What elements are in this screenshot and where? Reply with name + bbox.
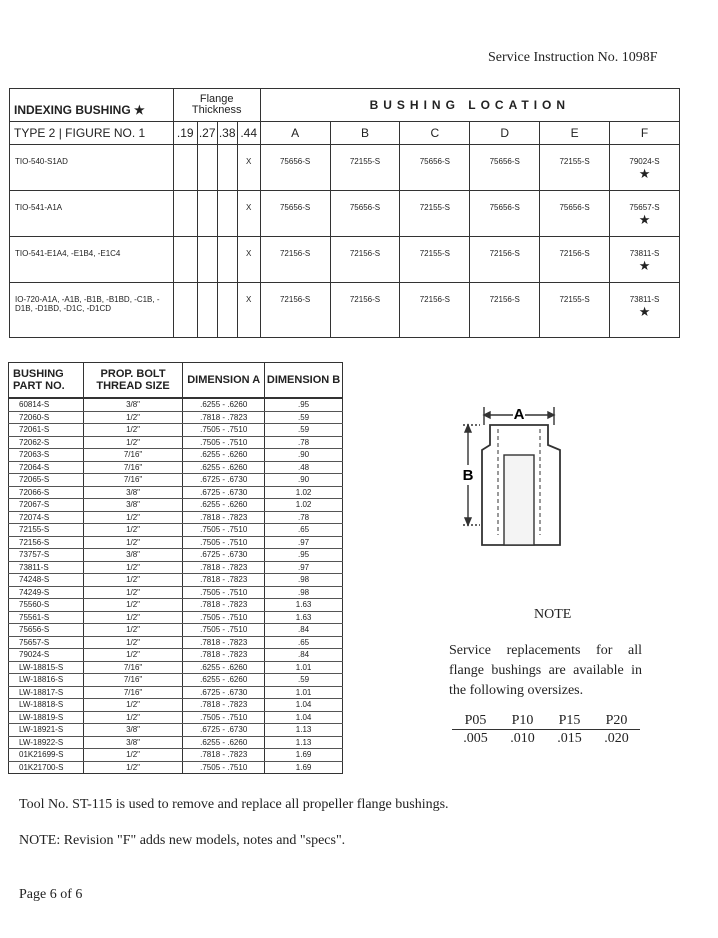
location-cell: [400, 237, 470, 283]
dimension-a-cell: .7505 - .7510: [183, 524, 265, 537]
dimension-a-cell: .7505 - .7510: [183, 761, 265, 774]
dimension-b-header: DIMENSION B: [265, 363, 343, 399]
location-header: E: [540, 122, 610, 145]
part-number: 72155-S: [559, 157, 590, 166]
location-cell: [610, 237, 680, 283]
dimension-b-cell: .97: [265, 536, 343, 549]
thickness-x-cell: X: [237, 145, 260, 191]
thread-size-cell: 1/2": [83, 524, 182, 537]
location-cell: [470, 237, 540, 283]
thickness-x-cell: X: [237, 283, 260, 338]
dimension-b-cell: 1.02: [265, 486, 343, 499]
table-row: [10, 237, 680, 283]
oversize-label: P15: [546, 712, 593, 730]
part-number: 72155-S: [349, 157, 381, 166]
dimension-a-cell: .6725 - .6730: [183, 724, 265, 737]
page-number: Page 6 of 6: [19, 887, 83, 902]
location-cell: [400, 283, 470, 338]
location-cell: [400, 145, 470, 191]
oversize-value: .005: [463, 730, 488, 746]
table-row: [10, 191, 680, 237]
dimension-a-cell: .7818 - .7823: [183, 574, 265, 587]
dimension-a-cell: .7818 - .7823: [183, 636, 265, 649]
part-number: 75656-S: [489, 157, 520, 166]
thread-size-cell: 1/2": [83, 536, 182, 549]
dimension-b-cell: 1.01: [265, 686, 343, 699]
dimension-a-cell: .7818 - .7823: [183, 511, 265, 524]
dimension-a-cell: .6725 - .6730: [183, 686, 265, 699]
dimension-a-cell: .6255 - .6260: [183, 461, 265, 474]
dimension-a-cell: .7505 - .7510: [183, 711, 265, 724]
part-no-cell: 75560-S: [9, 599, 84, 612]
dimension-a-cell: .6725 - .6730: [183, 549, 265, 562]
thread-size-cell: 1/2": [83, 749, 182, 762]
table-row: [9, 486, 343, 499]
location-cell: [330, 191, 400, 237]
location-cell: [260, 191, 330, 237]
note-title: NOTE: [534, 607, 572, 622]
dimension-b-cell: 1.63: [265, 611, 343, 624]
thread-size-cell: 1/2": [83, 574, 182, 587]
table-row: [9, 536, 343, 549]
location-cell: [260, 145, 330, 191]
location-cell: [260, 237, 330, 283]
table-row: [9, 661, 343, 674]
part-no-cell: 75656-S: [9, 624, 84, 637]
location-cell: [470, 191, 540, 237]
part-no-cell: 72065-S: [9, 474, 84, 487]
star-icon: ★: [638, 304, 651, 319]
dimension-a-cell: .6725 - .6730: [183, 474, 265, 487]
oversize-table: [452, 712, 640, 747]
part-no-header: BUSHING PART NO.: [9, 363, 84, 399]
part-no-cell: LW-18817-S: [9, 686, 84, 699]
thread-size-cell: 1/2": [83, 699, 182, 712]
part-no-cell: LW-18819-S: [9, 711, 84, 724]
thread-size-cell: 1/2": [83, 761, 182, 774]
dimension-a-cell: .6255 - .6260: [183, 661, 265, 674]
part-no-cell: 72063-S: [9, 449, 84, 462]
table-row: [9, 449, 343, 462]
part-number: 75657-S: [629, 203, 660, 212]
thread-size-cell: 3/8": [83, 499, 182, 512]
dimension-a-cell: .7505 - .7510: [183, 424, 265, 437]
part-no-cell: 72061-S: [9, 424, 84, 437]
dimension-a-cell: .7818 - .7823: [183, 599, 265, 612]
dimension-b-cell: .59: [265, 411, 343, 424]
dimension-a-cell: .6255 - .6260: [183, 449, 265, 462]
oversize-label: P05: [452, 712, 499, 730]
location-cell: [540, 145, 610, 191]
table-row: [9, 749, 343, 762]
table-row: [9, 611, 343, 624]
table-row: [9, 699, 343, 712]
location-header: B: [330, 122, 400, 145]
location-cell: [610, 145, 680, 191]
table-row: [9, 424, 343, 437]
dimension-a-cell: .7818 - .7823: [183, 699, 265, 712]
tool-note: Tool No. ST-115 is used to remove and replace all propeller flange bushings.: [19, 797, 449, 812]
thickness-header: .38: [217, 122, 237, 145]
figure-label: FIGURE NO. 1: [65, 126, 146, 140]
part-no-cell: 79024-S: [9, 649, 84, 662]
location-cell: [610, 191, 680, 237]
part-no-cell: 73811-S: [9, 561, 84, 574]
part-number: 72155-S: [419, 203, 450, 212]
table-row: [9, 599, 343, 612]
dimension-a-cell: .7818 - .7823: [183, 411, 265, 424]
table-row: [9, 736, 343, 749]
table-row: [9, 511, 343, 524]
part-no-cell: 75561-S: [9, 611, 84, 624]
part-number: 72155-S: [419, 249, 450, 258]
location-cell: [610, 283, 680, 338]
thread-size-cell: 1/2": [83, 561, 182, 574]
part-no-cell: 72066-S: [9, 486, 84, 499]
part-number: 72156-S: [279, 295, 311, 304]
thread-size-cell: 1/2": [83, 586, 182, 599]
dimension-b-cell: .65: [265, 636, 343, 649]
dimension-b-cell: .65: [265, 524, 343, 537]
dimension-a-cell: .6255 - .6260: [183, 736, 265, 749]
part-number: 75656-S: [419, 157, 450, 166]
dimension-a-label: A: [513, 406, 525, 423]
dimension-b-cell: 1.13: [265, 724, 343, 737]
part-number: 72156-S: [349, 249, 381, 258]
location-cell: [260, 283, 330, 338]
part-no-cell: 72074-S: [9, 511, 84, 524]
bushing-location-table: [9, 88, 680, 338]
table-row: [9, 724, 343, 737]
table-row: [10, 283, 680, 338]
part-number: 72156-S: [349, 295, 381, 304]
thread-size-cell: 7/16": [83, 474, 182, 487]
bushing-location-header: BUSHING LOCATION: [260, 89, 679, 122]
table-row: [9, 461, 343, 474]
thread-size-cell: 7/16": [83, 686, 182, 699]
location-header: D: [470, 122, 540, 145]
table-row: [9, 674, 343, 687]
oversize-label: P10: [499, 712, 546, 730]
flange-thickness-header: Flange Thickness: [173, 89, 260, 122]
thread-size-cell: 7/16": [83, 461, 182, 474]
thread-size-cell: 1/2": [83, 424, 182, 437]
thread-size-cell: 7/16": [83, 661, 182, 674]
star-icon: ★: [638, 258, 651, 273]
type-label: TYPE 2: [14, 126, 56, 140]
part-number: 72156-S: [419, 295, 450, 304]
location-header: A: [260, 122, 330, 145]
oversize-value: .020: [604, 730, 629, 746]
thread-size-cell: 1/2": [83, 599, 182, 612]
thread-size-cell: 1/2": [83, 711, 182, 724]
type-figure-label: TYPE 2 | FIGURE NO. 1: [10, 122, 174, 145]
dimension-a-cell: .7818 - .7823: [183, 749, 265, 762]
dimension-a-cell: .7505 - .7510: [183, 536, 265, 549]
location-cell: [330, 283, 400, 338]
model-cell: TIO-541-A1A: [10, 191, 174, 237]
dimension-b-cell: 1.04: [265, 711, 343, 724]
service-instruction-number: Service Instruction No. 1098F: [488, 50, 658, 65]
dimension-b-cell: .84: [265, 649, 343, 662]
dimension-a-cell: .6255 - .6260: [183, 398, 265, 411]
part-no-cell: LW-18815-S: [9, 661, 84, 674]
bushing-dimension-table: [8, 362, 343, 774]
table-row: [9, 649, 343, 662]
part-no-cell: 01K21699-S: [9, 749, 84, 762]
table-row: [9, 761, 343, 774]
table-row: [9, 474, 343, 487]
dimension-b-cell: .78: [265, 511, 343, 524]
dimension-b-cell: .97: [265, 561, 343, 574]
dimension-a-cell: .6725 - .6730: [183, 486, 265, 499]
location-cell: [400, 191, 470, 237]
thread-size-cell: 1/2": [83, 436, 182, 449]
thickness-cell: [217, 237, 237, 283]
dimension-b-cell: .98: [265, 586, 343, 599]
part-number: 72156-S: [559, 249, 590, 258]
thickness-cell: [173, 283, 197, 338]
table-row: [9, 624, 343, 637]
part-no-cell: 74249-S: [9, 586, 84, 599]
thread-size-cell: 7/16": [83, 449, 182, 462]
dimension-b-cell: 1.63: [265, 599, 343, 612]
part-number: 75656-S: [279, 203, 311, 212]
table-row: [9, 711, 343, 724]
location-cell: [330, 237, 400, 283]
oversize-value: .010: [510, 730, 535, 746]
dimension-b-cell: .59: [265, 424, 343, 437]
thickness-cell: [197, 283, 217, 338]
star-icon: ★: [638, 166, 651, 181]
thickness-cell: [197, 191, 217, 237]
thickness-x-cell: X: [237, 237, 260, 283]
bushing-diagram: [458, 405, 578, 555]
part-no-cell: 72060-S: [9, 411, 84, 424]
model-cell: TIO-540-S1AD: [10, 145, 174, 191]
table-row: [9, 524, 343, 537]
dimension-a-header: DIMENSION A: [183, 363, 265, 399]
part-number: 73811-S: [629, 295, 660, 304]
table-row: [9, 499, 343, 512]
part-no-cell: 72156-S: [9, 536, 84, 549]
part-no-cell: 73757-S: [9, 549, 84, 562]
dimension-a-cell: .7818 - .7823: [183, 561, 265, 574]
star-icon: ★: [638, 212, 651, 227]
location-cell: [470, 283, 540, 338]
revision-note: NOTE: Revision "F" adds new models, notes and "specs".: [19, 833, 346, 848]
table-row: [9, 436, 343, 449]
part-number: 75656-S: [559, 203, 590, 212]
thickness-cell: [217, 283, 237, 338]
indexing-bushing-title: INDEXING BUSHING ★: [10, 89, 174, 122]
thread-size-cell: 3/8": [83, 736, 182, 749]
dimension-a-cell: .6255 - .6260: [183, 499, 265, 512]
part-number: 72156-S: [279, 249, 311, 258]
thickness-cell: [173, 237, 197, 283]
note-body: Service replacements for all flange bushings are available in the following oversizes.: [449, 643, 642, 698]
dimension-b-cell: 1.01: [265, 661, 343, 674]
part-no-cell: 01K21700-S: [9, 761, 84, 774]
part-number: 72156-S: [489, 295, 520, 304]
dimension-b-cell: 1.13: [265, 736, 343, 749]
thickness-cell: [173, 191, 197, 237]
thread-size-cell: 3/8": [83, 398, 182, 411]
dimension-b-cell: .78: [265, 436, 343, 449]
oversize-label: P20: [593, 712, 640, 730]
dimension-b-cell: 1.04: [265, 699, 343, 712]
dimension-b-cell: .84: [265, 624, 343, 637]
part-no-cell: 60814-S: [9, 398, 84, 411]
table-row: [9, 574, 343, 587]
part-no-cell: LW-18816-S: [9, 674, 84, 687]
dimension-a-cell: .7818 - .7823: [183, 649, 265, 662]
part-no-cell: 72067-S: [9, 499, 84, 512]
thickness-cell: [197, 145, 217, 191]
part-no-cell: LW-18922-S: [9, 736, 84, 749]
table-row: [9, 561, 343, 574]
part-number: 75656-S: [349, 203, 381, 212]
thickness-cell: [217, 191, 237, 237]
thread-size-cell: 1/2": [83, 649, 182, 662]
thread-size-header: PROP. BOLT THREAD SIZE: [83, 363, 182, 399]
table-row: [10, 145, 680, 191]
dimension-b-cell: .48: [265, 461, 343, 474]
model-cell: IO-720-A1A, -A1B, -B1B, -B1BD, -C1B, -D1B, -D1BD, -D1C, -D1CD: [10, 283, 174, 338]
part-no-cell: 72155-S: [9, 524, 84, 537]
thread-size-cell: 3/8": [83, 724, 182, 737]
location-cell: [540, 191, 610, 237]
thread-size-cell: 3/8": [83, 549, 182, 562]
thread-size-cell: 1/2": [83, 611, 182, 624]
dimension-a-cell: .7505 - .7510: [183, 624, 265, 637]
thickness-cell: [173, 145, 197, 191]
thread-size-cell: 1/2": [83, 511, 182, 524]
table-row: [9, 398, 343, 411]
location-cell: [330, 145, 400, 191]
thread-size-cell: 1/2": [83, 411, 182, 424]
part-no-cell: LW-18818-S: [9, 699, 84, 712]
dimension-a-cell: .7505 - .7510: [183, 586, 265, 599]
part-no-cell: 74248-S: [9, 574, 84, 587]
part-number: 72155-S: [559, 295, 590, 304]
model-cell: TIO-541-E1A4, -E1B4, -E1C4: [10, 237, 174, 283]
part-number: 73811-S: [629, 249, 660, 258]
thread-size-cell: 1/2": [83, 624, 182, 637]
oversize-value: .015: [557, 730, 582, 746]
part-no-cell: 72062-S: [9, 436, 84, 449]
dimension-b-cell: .59: [265, 674, 343, 687]
star-icon: ★: [134, 103, 145, 117]
part-no-cell: LW-18921-S: [9, 724, 84, 737]
dimension-a-cell: .6255 - .6260: [183, 674, 265, 687]
dimension-b-cell: .90: [265, 474, 343, 487]
part-no-cell: 72064-S: [9, 461, 84, 474]
thickness-header: .44: [237, 122, 260, 145]
dimension-b-cell: .98: [265, 574, 343, 587]
thread-size-cell: 3/8": [83, 486, 182, 499]
thickness-cell: [217, 145, 237, 191]
thickness-cell: [197, 237, 217, 283]
location-header: C: [400, 122, 470, 145]
table-row: [9, 586, 343, 599]
table-row: [9, 549, 343, 562]
dimension-b-cell: .95: [265, 549, 343, 562]
part-no-cell: 75657-S: [9, 636, 84, 649]
dimension-b-cell: .90: [265, 449, 343, 462]
table-row: [9, 686, 343, 699]
dimension-b-cell: .95: [265, 398, 343, 411]
dimension-b-cell: 1.02: [265, 499, 343, 512]
dimension-a-cell: .7505 - .7510: [183, 436, 265, 449]
thread-size-cell: 1/2": [83, 636, 182, 649]
location-cell: [540, 237, 610, 283]
table-row: [9, 636, 343, 649]
part-number: 75656-S: [489, 203, 520, 212]
thread-size-cell: 7/16": [83, 674, 182, 687]
part-number: 75656-S: [279, 157, 311, 166]
part-number: 72156-S: [489, 249, 520, 258]
dimension-b-cell: 1.69: [265, 761, 343, 774]
table-row: [9, 411, 343, 424]
dimension-b-label: B: [462, 467, 474, 484]
thickness-header: .27: [197, 122, 217, 145]
dimension-a-cell: .7505 - .7510: [183, 611, 265, 624]
part-number: 79024-S: [629, 157, 660, 166]
thickness-header: .19: [173, 122, 197, 145]
location-cell: [540, 283, 610, 338]
dimension-b-cell: 1.69: [265, 749, 343, 762]
location-header: F: [610, 122, 680, 145]
thickness-x-cell: X: [237, 191, 260, 237]
location-cell: [470, 145, 540, 191]
